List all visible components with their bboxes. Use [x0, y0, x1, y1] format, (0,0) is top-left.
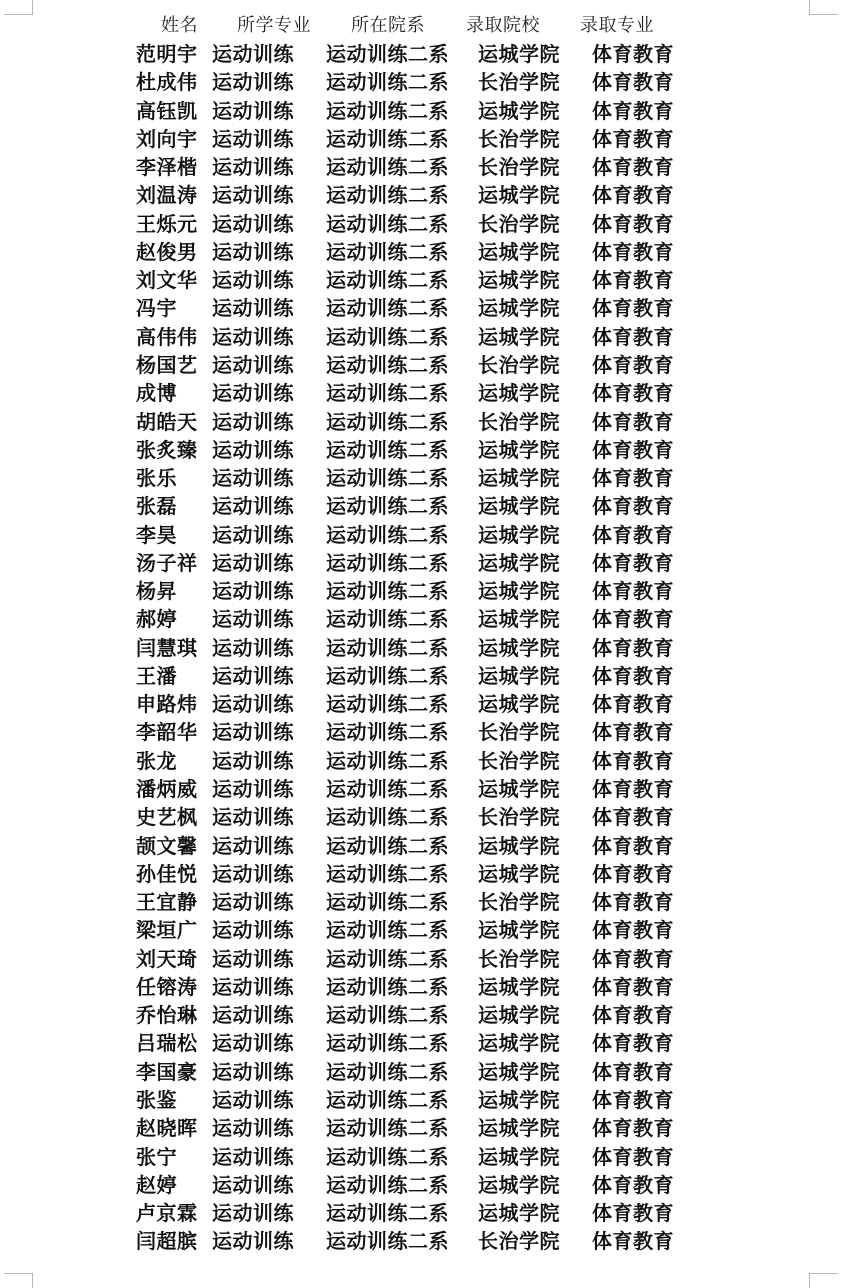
cell-department: 运动训练二系	[326, 126, 449, 151]
cell-name: 刘温涛	[136, 183, 198, 208]
cell-department: 运动训练二系	[326, 635, 449, 660]
cell-department: 运动训练二系	[326, 268, 449, 293]
table-row	[0, 549, 842, 577]
cell-department: 运动训练二系	[326, 1144, 449, 1169]
cell-admitted-major: 体育教育	[592, 494, 674, 519]
cell-name: 史艺枫	[136, 805, 198, 830]
cell-department: 运动训练二系	[326, 437, 449, 462]
cell-department: 运动训练二系	[326, 833, 449, 858]
cell-department: 运动训练二系	[326, 663, 449, 688]
table-header-row	[0, 12, 842, 40]
cell-name: 范明宇	[136, 42, 198, 66]
cell-school: 运城学院	[478, 550, 560, 575]
cell-name: 杜成伟	[136, 70, 198, 95]
cell-name: 张宁	[136, 1144, 177, 1169]
cell-major: 运动训练	[212, 777, 294, 802]
cell-major: 运动训练	[212, 324, 294, 349]
cell-school: 长治学院	[478, 126, 560, 151]
cell-major: 运动训练	[212, 1031, 294, 1056]
cell-name: 张磊	[136, 494, 177, 519]
table-row	[0, 1227, 842, 1255]
cell-department: 运动训练二系	[326, 381, 449, 406]
cell-admitted-major: 体育教育	[592, 466, 674, 491]
cell-school: 运城学院	[478, 296, 560, 321]
cell-name: 刘文华	[136, 268, 198, 293]
cell-department: 运动训练二系	[326, 861, 449, 886]
cell-admitted-major: 体育教育	[592, 720, 674, 745]
cell-department: 运动训练二系	[326, 211, 449, 236]
cell-major: 运动训练	[212, 1229, 294, 1254]
cell-school: 运城学院	[478, 918, 560, 943]
cell-name: 高伟伟	[136, 324, 198, 349]
cell-school: 运城学院	[478, 1031, 560, 1056]
cell-major: 运动训练	[212, 748, 294, 773]
table-row	[0, 916, 842, 944]
cell-admitted-major: 体育教育	[592, 268, 674, 293]
cell-name: 刘向宇	[136, 126, 198, 151]
cell-admitted-major: 体育教育	[592, 635, 674, 660]
table-row	[0, 1001, 842, 1029]
table-row	[0, 634, 842, 662]
cell-major: 运动训练	[212, 1087, 294, 1112]
cell-school: 运城学院	[478, 635, 560, 660]
table-row	[0, 408, 842, 436]
cell-name: 孙佳悦	[136, 861, 198, 886]
cell-major: 运动训练	[212, 494, 294, 519]
cell-major: 运动训练	[212, 381, 294, 406]
table-row	[0, 68, 842, 96]
cell-department: 运动训练二系	[326, 607, 449, 632]
cell-school: 长治学院	[478, 211, 560, 236]
cell-school: 运城学院	[478, 494, 560, 519]
cell-school: 长治学院	[478, 70, 560, 95]
cell-department: 运动训练二系	[326, 42, 449, 66]
cell-school: 长治学院	[478, 1229, 560, 1254]
cell-school: 运城学院	[478, 1116, 560, 1141]
cell-name: 李昊	[136, 522, 177, 547]
cell-major: 运动训练	[212, 1116, 294, 1141]
cell-school: 长治学院	[478, 946, 560, 971]
cell-school: 运城学院	[478, 239, 560, 264]
header-school: 录取院校	[466, 15, 540, 36]
table-row	[0, 1171, 842, 1199]
cell-major: 运动训练	[212, 437, 294, 462]
cell-admitted-major: 体育教育	[592, 126, 674, 151]
cell-major: 运动训练	[212, 635, 294, 660]
table-row	[0, 464, 842, 492]
cell-major: 运动训练	[212, 522, 294, 547]
cell-major: 运动训练	[212, 70, 294, 95]
cell-name: 杨国艺	[136, 352, 198, 377]
cell-name: 卢京霖	[136, 1201, 198, 1226]
cell-admitted-major: 体育教育	[592, 352, 674, 377]
cell-department: 运动训练二系	[326, 1229, 449, 1254]
cell-major: 运动训练	[212, 607, 294, 632]
cell-admitted-major: 体育教育	[592, 70, 674, 95]
cell-school: 运城学院	[478, 607, 560, 632]
cell-major: 运动训练	[212, 409, 294, 434]
cell-name: 张龙	[136, 748, 177, 773]
cell-admitted-major: 体育教育	[592, 437, 674, 462]
cell-admitted-major: 体育教育	[592, 98, 674, 123]
cell-school: 运城学院	[478, 663, 560, 688]
cell-admitted-major: 体育教育	[592, 607, 674, 632]
cell-department: 运动训练二系	[326, 974, 449, 999]
cell-department: 运动训练二系	[326, 1059, 449, 1084]
cell-school: 长治学院	[478, 409, 560, 434]
cell-department: 运动训练二系	[326, 352, 449, 377]
cell-name: 张乐	[136, 466, 177, 491]
cell-name: 李泽楷	[136, 155, 198, 180]
cell-department: 运动训练二系	[326, 579, 449, 604]
table-row	[0, 1029, 842, 1057]
cell-department: 运动训练二系	[326, 296, 449, 321]
cell-school: 长治学院	[478, 352, 560, 377]
cell-department: 运动训练二系	[326, 494, 449, 519]
cell-major: 运动训练	[212, 974, 294, 999]
cell-school: 运城学院	[478, 692, 560, 717]
cell-major: 运动训练	[212, 1059, 294, 1084]
cell-major: 运动训练	[212, 663, 294, 688]
cell-school: 运城学院	[478, 183, 560, 208]
cell-major: 运动训练	[212, 268, 294, 293]
cell-major: 运动训练	[212, 805, 294, 830]
cell-major: 运动训练	[212, 1172, 294, 1197]
cell-department: 运动训练二系	[326, 550, 449, 575]
table-row	[0, 605, 842, 633]
cell-department: 运动训练二系	[326, 777, 449, 802]
cell-school: 运城学院	[478, 1087, 560, 1112]
table-row	[0, 238, 842, 266]
header-name: 姓名	[161, 15, 198, 36]
cell-name: 申路炜	[136, 692, 198, 717]
cell-admitted-major: 体育教育	[592, 239, 674, 264]
cell-major: 运动训练	[212, 1201, 294, 1226]
cell-major: 运动训练	[212, 861, 294, 886]
table-row	[0, 153, 842, 181]
cell-admitted-major: 体育教育	[592, 777, 674, 802]
cell-major: 运动训练	[212, 692, 294, 717]
cell-department: 运动训练二系	[326, 324, 449, 349]
table-row	[0, 1086, 842, 1114]
table-row	[0, 860, 842, 888]
table-row	[0, 945, 842, 973]
cell-department: 运动训练二系	[326, 522, 449, 547]
cell-department: 运动训练二系	[326, 1031, 449, 1056]
table-row	[0, 832, 842, 860]
cell-major: 运动训练	[212, 239, 294, 264]
table-row	[0, 1058, 842, 1086]
cell-major: 运动训练	[212, 946, 294, 971]
cell-school: 运城学院	[478, 1059, 560, 1084]
cell-name: 赵婷	[136, 1172, 177, 1197]
cell-major: 运动训练	[212, 579, 294, 604]
cell-major: 运动训练	[212, 155, 294, 180]
table-row	[0, 775, 842, 803]
cell-admitted-major: 体育教育	[592, 1059, 674, 1084]
header-major: 所学专业	[237, 15, 311, 36]
table-row	[0, 210, 842, 238]
cell-name: 王烁元	[136, 211, 198, 236]
table-row	[0, 690, 842, 718]
cell-name: 李韶华	[136, 720, 198, 745]
cell-name: 赵俊男	[136, 239, 198, 264]
cell-school: 运城学院	[478, 381, 560, 406]
cell-major: 运动训练	[212, 1144, 294, 1169]
cell-major: 运动训练	[212, 918, 294, 943]
cell-admitted-major: 体育教育	[592, 890, 674, 915]
cell-admitted-major: 体育教育	[592, 974, 674, 999]
cell-department: 运动训练二系	[326, 155, 449, 180]
cell-name: 闫超膑	[136, 1229, 198, 1254]
cell-school: 运城学院	[478, 466, 560, 491]
table-row	[0, 718, 842, 746]
cell-name: 梁垣广	[136, 918, 198, 943]
table-row	[0, 294, 842, 322]
cell-admitted-major: 体育教育	[592, 1087, 674, 1112]
cell-department: 运动训练二系	[326, 239, 449, 264]
table-row	[0, 379, 842, 407]
cell-admitted-major: 体育教育	[592, 1144, 674, 1169]
table-row	[0, 97, 842, 125]
cell-admitted-major: 体育教育	[592, 748, 674, 773]
cell-department: 运动训练二系	[326, 946, 449, 971]
table-row	[0, 351, 842, 379]
cell-school: 运城学院	[478, 98, 560, 123]
cell-department: 运动训练二系	[326, 1003, 449, 1028]
cell-name: 王潘	[136, 663, 177, 688]
cell-major: 运动训练	[212, 98, 294, 123]
cell-name: 李国豪	[136, 1059, 198, 1084]
cell-admitted-major: 体育教育	[592, 42, 674, 66]
cell-school: 长治学院	[478, 720, 560, 745]
cell-name: 刘天琦	[136, 946, 198, 971]
cell-major: 运动训练	[212, 296, 294, 321]
cell-name: 赵晓晖	[136, 1116, 198, 1141]
cell-department: 运动训练二系	[326, 890, 449, 915]
cell-name: 冯宇	[136, 296, 177, 321]
cell-admitted-major: 体育教育	[592, 1031, 674, 1056]
cell-department: 运动训练二系	[326, 183, 449, 208]
cell-department: 运动训练二系	[326, 748, 449, 773]
table-row	[0, 266, 842, 294]
table-row	[0, 577, 842, 605]
header-department: 所在院系	[351, 15, 425, 36]
table-row	[0, 436, 842, 464]
cell-name: 胡皓天	[136, 409, 198, 434]
table-row	[0, 323, 842, 351]
cell-name: 潘炳威	[136, 777, 198, 802]
cell-school: 长治学院	[478, 155, 560, 180]
cell-school: 运城学院	[478, 833, 560, 858]
cell-department: 运动训练二系	[326, 692, 449, 717]
cell-department: 运动训练二系	[326, 98, 449, 123]
cell-admitted-major: 体育教育	[592, 296, 674, 321]
cell-name: 吕瑞松	[136, 1031, 198, 1056]
table-row	[0, 747, 842, 775]
cell-major: 运动训练	[212, 1003, 294, 1028]
cell-school: 运城学院	[478, 42, 560, 66]
cell-admitted-major: 体育教育	[592, 833, 674, 858]
cell-name: 汤子祥	[136, 550, 198, 575]
cell-department: 运动训练二系	[326, 918, 449, 943]
cell-major: 运动训练	[212, 890, 294, 915]
table-row	[0, 492, 842, 520]
cell-school: 运城学院	[478, 1003, 560, 1028]
table-row	[0, 181, 842, 209]
cell-major: 运动训练	[212, 720, 294, 745]
cell-school: 运城学院	[478, 437, 560, 462]
cell-admitted-major: 体育教育	[592, 861, 674, 886]
cell-department: 运动训练二系	[326, 1172, 449, 1197]
cell-major: 运动训练	[212, 183, 294, 208]
cell-name: 任镕涛	[136, 974, 198, 999]
table-row	[0, 1114, 842, 1142]
cell-school: 运城学院	[478, 268, 560, 293]
cell-school: 运城学院	[478, 777, 560, 802]
cell-name: 郝婷	[136, 607, 177, 632]
cell-admitted-major: 体育教育	[592, 579, 674, 604]
cell-admitted-major: 体育教育	[592, 324, 674, 349]
cell-admitted-major: 体育教育	[592, 183, 674, 208]
cell-school: 长治学院	[478, 748, 560, 773]
cell-department: 运动训练二系	[326, 409, 449, 434]
table-row	[0, 1199, 842, 1227]
cell-department: 运动训练二系	[326, 1201, 449, 1226]
cell-school: 运城学院	[478, 1201, 560, 1226]
cell-school: 长治学院	[478, 890, 560, 915]
cell-major: 运动训练	[212, 352, 294, 377]
cell-admitted-major: 体育教育	[592, 663, 674, 688]
cell-department: 运动训练二系	[326, 720, 449, 745]
cell-name: 王宜静	[136, 890, 198, 915]
cell-major: 运动训练	[212, 466, 294, 491]
cell-department: 运动训练二系	[326, 466, 449, 491]
table-row	[0, 40, 842, 68]
cell-admitted-major: 体育教育	[592, 155, 674, 180]
cell-school: 运城学院	[478, 324, 560, 349]
table-row	[0, 125, 842, 153]
cell-name: 闫慧琪	[136, 635, 198, 660]
cell-major: 运动训练	[212, 126, 294, 151]
cell-admitted-major: 体育教育	[592, 1201, 674, 1226]
cell-department: 运动训练二系	[326, 70, 449, 95]
cell-school: 运城学院	[478, 861, 560, 886]
cell-admitted-major: 体育教育	[592, 522, 674, 547]
cell-school: 运城学院	[478, 1172, 560, 1197]
cell-school: 运城学院	[478, 974, 560, 999]
table-row	[0, 1143, 842, 1171]
cell-admitted-major: 体育教育	[592, 1229, 674, 1254]
cell-admitted-major: 体育教育	[592, 918, 674, 943]
cell-major: 运动训练	[212, 550, 294, 575]
cell-admitted-major: 体育教育	[592, 1116, 674, 1141]
cell-admitted-major: 体育教育	[592, 381, 674, 406]
cell-name: 杨昇	[136, 579, 177, 604]
cell-admitted-major: 体育教育	[592, 946, 674, 971]
cell-admitted-major: 体育教育	[592, 409, 674, 434]
table-row	[0, 521, 842, 549]
cell-school: 运城学院	[478, 579, 560, 604]
cell-name: 高钰凯	[136, 98, 198, 123]
cell-major: 运动训练	[212, 211, 294, 236]
cell-major: 运动训练	[212, 42, 294, 66]
table-row	[0, 888, 842, 916]
cell-school: 运城学院	[478, 1144, 560, 1169]
cell-admitted-major: 体育教育	[592, 550, 674, 575]
cell-name: 成博	[136, 381, 177, 406]
cell-major: 运动训练	[212, 833, 294, 858]
cell-admitted-major: 体育教育	[592, 805, 674, 830]
cell-admitted-major: 体育教育	[592, 1172, 674, 1197]
cell-department: 运动训练二系	[326, 805, 449, 830]
cell-name: 张鉴	[136, 1087, 177, 1112]
cell-school: 长治学院	[478, 805, 560, 830]
table-row	[0, 662, 842, 690]
table-row	[0, 803, 842, 831]
cell-admitted-major: 体育教育	[592, 1003, 674, 1028]
cell-name: 乔怡琳	[136, 1003, 198, 1028]
cell-school: 运城学院	[478, 522, 560, 547]
cell-admitted-major: 体育教育	[592, 692, 674, 717]
cell-name: 颉文馨	[136, 833, 198, 858]
cell-department: 运动训练二系	[326, 1087, 449, 1112]
cell-name: 张炙臻	[136, 437, 198, 462]
table-row	[0, 973, 842, 1001]
header-admitted-major: 录取专业	[580, 15, 654, 36]
cell-department: 运动训练二系	[326, 1116, 449, 1141]
cell-admitted-major: 体育教育	[592, 211, 674, 236]
